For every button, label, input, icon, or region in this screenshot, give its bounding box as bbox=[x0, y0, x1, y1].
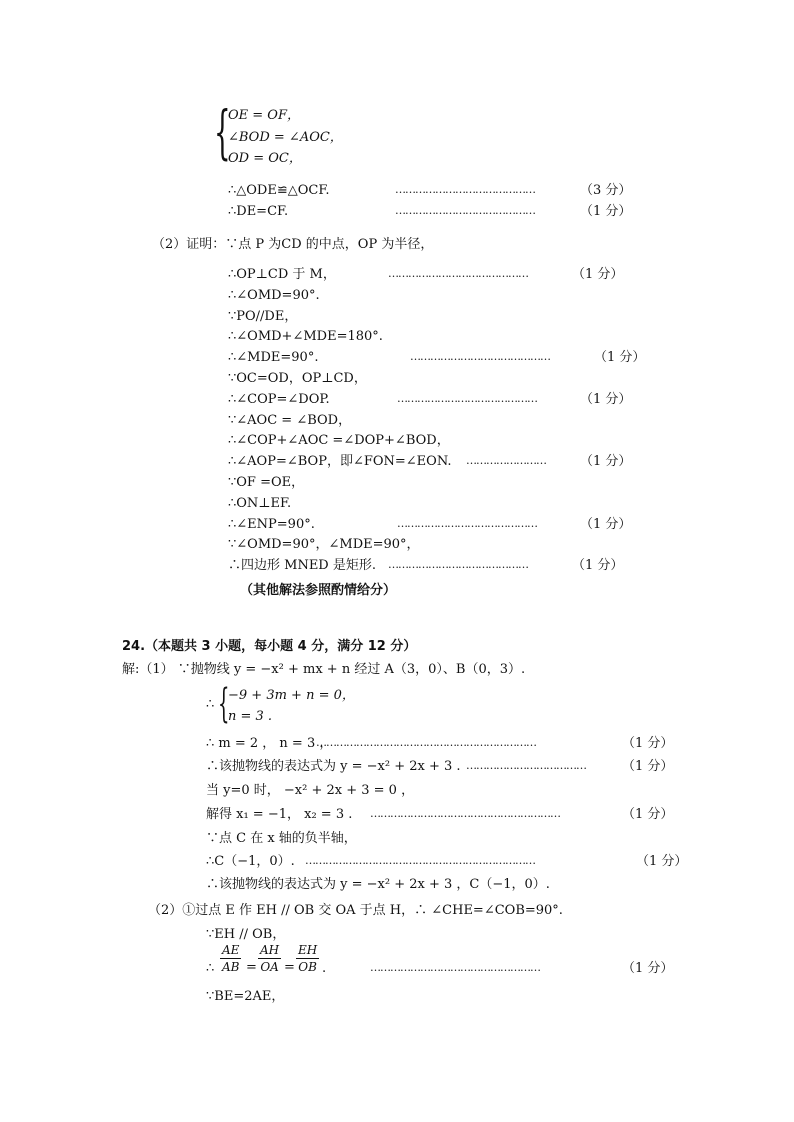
solution-line: ∵点 C 在 x 轴的负半轴， bbox=[206, 831, 357, 846]
proof-step: ∴四边形 MNED 是矩形. bbox=[228, 558, 376, 573]
proof-step: ∴∠OMD=90°. bbox=[228, 288, 320, 303]
dot-leader: …………………………………… bbox=[410, 350, 550, 363]
dot-leader: …………………………………… bbox=[397, 517, 537, 530]
part2-heading: （2）证明：∵点 P 为CD 的中点，OP 为半径， bbox=[152, 237, 434, 252]
score-label: （1 分） bbox=[636, 854, 688, 869]
solution-line: 当 y=0 时， −x² + 2x + 3 = 0 ， bbox=[206, 783, 415, 798]
fraction-ae-ab: $\frac{AE}{AB}$ bbox=[222, 943, 240, 974]
proof-step: ∴∠AOP=∠BOP，即∠FON=∠EON. bbox=[228, 454, 452, 469]
solution-line: ∴该抛物线的表达式为 y = −x² + 2x + 3 ，C（−1，0）. bbox=[206, 877, 550, 892]
dot-leader: …………………………………… bbox=[395, 183, 535, 196]
proof-step: ∵PO//DE， bbox=[228, 309, 298, 324]
system-line-1: OE = OF， bbox=[228, 108, 300, 123]
left-brace: { bbox=[218, 681, 230, 727]
proof-step: ∴∠COP=∠DOP. bbox=[228, 392, 330, 407]
system-line-2: ∠BOD = ∠AOC， bbox=[228, 130, 343, 145]
score-label: （1 分） bbox=[622, 759, 674, 774]
equals-sign: = bbox=[284, 960, 295, 975]
given-line: ∵EH // OB， bbox=[206, 927, 286, 942]
conclusion-line: ∴DE=CF. bbox=[228, 204, 289, 219]
part2-heading: （2）①过点 E 作 EH // OB 交 OA 于点 H，∴ ∠CHE=∠COB=90°. bbox=[148, 903, 563, 918]
equals-sign: = bbox=[246, 960, 257, 975]
dot-leader: …………………………………… bbox=[388, 267, 528, 280]
score-label: （1 分） bbox=[580, 517, 632, 532]
proof-step: ∴∠MDE=90°. bbox=[228, 350, 319, 365]
proof-step: ∴∠COP+∠AOC =∠DOP+∠BOD， bbox=[228, 433, 450, 448]
dot-leader: …………………………………………………………… bbox=[305, 854, 535, 867]
proof-step: ∴∠OMD+∠MDE=180°. bbox=[228, 329, 383, 344]
grading-note: （其他解法参照酌情给分） bbox=[240, 583, 397, 598]
therefore-symbol: ∴ bbox=[206, 697, 215, 712]
solution-line: ∴C（−1，0）. bbox=[206, 854, 295, 869]
fraction-ah-oa: $\frac{AH}{OA}$ bbox=[260, 943, 280, 974]
therefore-symbol: ∴ bbox=[206, 961, 215, 976]
period: . bbox=[322, 961, 327, 976]
proof-step: ∵∠OMD=90°，∠MDE=90°， bbox=[228, 537, 420, 552]
score-label: （1 分） bbox=[580, 392, 632, 407]
proof-step: ∴ON⊥EF. bbox=[228, 496, 292, 511]
proof-step: ∵OC=OD，OP⊥CD， bbox=[228, 371, 367, 386]
dot-leader: …………………………………… bbox=[397, 392, 537, 405]
solution-line: ∴ m = 2 ， n = 3 ， bbox=[206, 736, 333, 751]
score-label: （1 分） bbox=[622, 961, 674, 976]
dot-leader: ………………………………………………………… bbox=[316, 736, 536, 749]
score-label: （3 分） bbox=[580, 183, 632, 198]
solution-line: ∴该抛物线的表达式为 y = −x² + 2x + 3 . bbox=[206, 759, 461, 774]
system-line-3: OD = OC， bbox=[228, 151, 302, 166]
q24-intro: 解:（1） ∵抛物线 y = −x² + mx + n 经过 A（3，0）、B（0，3）. bbox=[122, 662, 526, 677]
score-label: （1 分） bbox=[580, 454, 632, 469]
score-label: （1 分） bbox=[572, 558, 624, 573]
proof-step: ∵∠AOC = ∠BOD， bbox=[228, 413, 352, 428]
left-brace: { bbox=[214, 98, 231, 166]
score-label: （1 分） bbox=[622, 807, 674, 822]
system-line-1: −9 + 3m + n = 0， bbox=[228, 688, 355, 703]
proof-step: ∵OF =OE， bbox=[228, 475, 305, 490]
dot-leader: …………………… bbox=[466, 454, 546, 467]
score-label: （1 分） bbox=[580, 204, 632, 219]
solution-line: 解得 x₁ = −1， x₂ = 3 . bbox=[206, 807, 353, 822]
system-line-2: n = 3 . bbox=[228, 709, 273, 724]
fraction-eh-ob: $\frac{EH}{OB}$ bbox=[298, 943, 318, 974]
dot-leader: ……………………………… bbox=[466, 759, 586, 772]
proof-step: ∴OP⊥CD 于 M， bbox=[228, 267, 336, 282]
question-title: 24.（本题共 3 小题，每小题 4 分，满分 12 分） bbox=[122, 639, 417, 654]
dot-leader: …………………………………… bbox=[395, 204, 535, 217]
dot-leader: ………………………………………………… bbox=[370, 807, 560, 820]
score-label: （1 分） bbox=[572, 267, 624, 282]
score-label: （1 分） bbox=[594, 350, 646, 365]
congruence-line: ∴△ODE≌△OCF. bbox=[228, 183, 330, 198]
given-line: ∵BE=2AE， bbox=[206, 989, 285, 1004]
score-label: （1 分） bbox=[622, 736, 674, 751]
dot-leader: …………………………………………… bbox=[370, 961, 540, 974]
dot-leader: …………………………………… bbox=[388, 558, 528, 571]
proof-step: ∴∠ENP=90°. bbox=[228, 517, 315, 532]
